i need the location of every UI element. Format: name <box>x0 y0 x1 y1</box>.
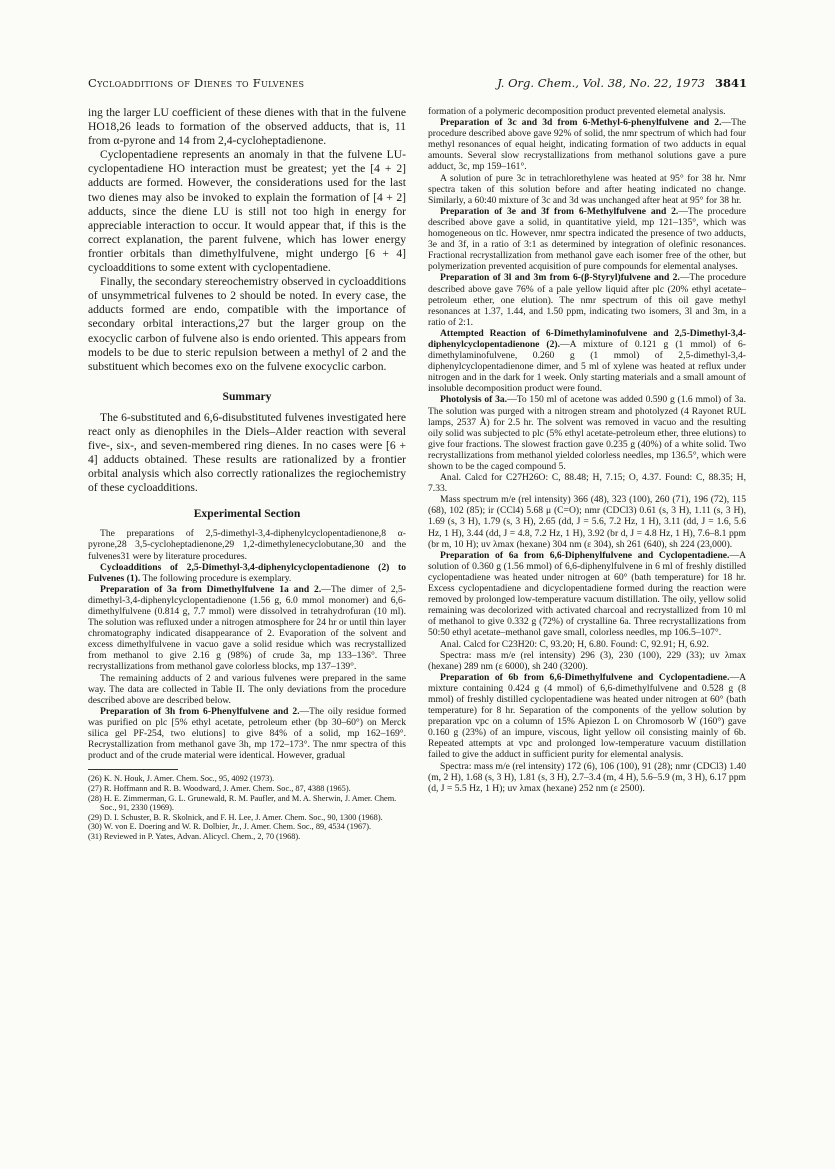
footnote: (28) H. E. Zimmerman, G. L. Grunewald, R. M. Paufler, and M. A. Sherwin, J. Amer. Chem. Soc., 91, 2330 (1969). <box>88 793 397 813</box>
section-heading-summary: Summary <box>222 389 272 403</box>
procedure-title: Preparation of 3a from Dimethylfulvene 1a and 2. <box>100 583 322 595</box>
procedure-paragraph <box>428 328 746 395</box>
section-heading-experimental: Experimental Section <box>193 507 301 521</box>
summary-paragraph: The 6-substituted and 6,6-disubstituted fulvenes investigated here react only as dienophiles in the Diels–Alder reaction with several five-, six-, and seven-membered ring dienes. In no cases were [6 + 4] adducts obtained. These results are rationalized by a frontier orbital analysis which also correctly rationalizes the regiochemistry of these cycloadditions. <box>88 410 406 495</box>
page-number: 3841 <box>714 76 747 90</box>
procedure-title: Preparation of 3h from 6-Phenylfulvene and 2. <box>100 705 300 717</box>
procedure-title: Photolysis of 3a. <box>440 394 508 406</box>
footnote: (30) W. von E. Doering and W. R. Dolbier, Jr., J. Amer. Chem. Soc., 89, 4534 (1967). <box>88 822 372 832</box>
procedure-title: Cycloadditions of 2,5-Dimethyl-3,4-diphenylcyclopentadienone (2) to Fulvenes (1). <box>88 561 406 584</box>
procedure-text: —To 150 ml of acetone was added 0.590 g (1.6 mmol) of 3a. The solution was purged with a nitrogen stream and photolyzed (4 Rayonet RUL lamps, 2537 Å) for 2.5 hr. The solvent was removed in vacuo and the resulting oily solid was subjected to plc (5% ethyl acetate-petroleum ether, three elutions) to give four fractions. The slowest fraction gave 0.235 g (40%) of a white solid. Two recrystallizations from methanol yielded colorless needles, mp 136.5°, which were shown to be the caged compound 5. <box>428 394 746 472</box>
procedure-paragraph <box>428 272 746 327</box>
analysis-paragraph: Anal. Calcd for C23H20: C, 93.20; H, 6.80. Found: C, 92.91; H, 6.92. <box>440 638 709 650</box>
procedure-title: Attempted Reaction of 6-Dimethylaminofulvene and 2,5-Dimethyl-3,4-diphenylcyclopentadienone (2). <box>428 327 746 350</box>
running-title: Cycloadditions of Dienes to Fulvenes <box>88 76 305 90</box>
procedure-paragraph <box>428 672 746 761</box>
journal-citation <box>497 76 747 90</box>
spectra-paragraph: Spectra: mass m/e (rel intensity) 296 (3), 230 (100), 229 (33); uv λmax (hexane) 289 nm (ε 6000), sh 240 (3200). <box>428 649 746 672</box>
procedure-title: Preparation of 3l and 3m from 6-(β-Styryl)fulvene and 2. <box>440 272 680 284</box>
footnote-rule <box>88 769 178 770</box>
procedure-paragraph <box>88 706 406 761</box>
footnotes <box>88 774 406 841</box>
procedure-paragraph <box>428 206 746 273</box>
paragraph: formation of a polymeric decomposition product prevented elemetal analysis. <box>428 106 726 117</box>
procedure-text: —A mixture containing 0.424 g (4 mmol) of 6,6-dimethylfulvene and 0.528 g (8 mmol) of freshly distilled cyclopentadiene was heated under nitrogen at 60° (bath temperature) for 8 hr. Separation of the components of the yellow solution by preparation vpc on a column of 15% Apiezon L on Chromosorb W (160°) gave 0.160 g (23%) of an impure, viscous, light yellow oil consisting mainly of 6b. Repeated attempts at vpc and prolonged low-temperature vacuum distillation failed to give the adduct in sufficient purity for elemental analysis. <box>428 671 746 761</box>
procedure-paragraph <box>428 394 746 472</box>
procedure-text: —The dimer of 2,5-dimethyl-3,4-diphenylcyclopentadienone (1.56 g, 6.0 mmol monomer) and 6,6-dimethylfulvene (0.814 g, 7.7 mmol) were dissolved in tetrahydrofuran (10 ml). The solution was refluxed under a nitrogen atmosphere for 24 hr or until thin layer chromatography indicated disappearance of 2. Evaporation of the solvent and excess dimethylfulvene in vacuo gave a solid residue which was recrystallized from methanol to give 2.16 g (98%) of crude 3a, mp 133–136°. Three recrystallizations from methanol gave colorless blocks, mp 137–139°. <box>88 583 407 673</box>
footnote: (31) Reviewed in P. Yates, Advan. Alicycl. Chem., 2, 70 (1968). <box>88 831 301 841</box>
journal-name: J. Org. Chem., Vol. 38, No. 22, 1973 <box>497 76 705 90</box>
procedure-text: —The procedure described above gave 92% of solid, the nmr spectrum of which had four methyl resonances of equal height, indicating formation of two adducts in equal amounts. Several slow recrystallizations from methanol solutions gave a pure adduct, 3c, mp 159–161°. <box>428 117 746 173</box>
footnote: (29) D. I. Schuster, B. R. Skolnick, and F. H. Lee, J. Amer. Chem. Soc., 90, 1300 (1968). <box>88 812 383 822</box>
spectra-paragraph: Spectra: mass m/e (rel intensity) 172 (6), 106 (100), 91 (28); nmr (CDCl3) 1.40 (m, 2 H), 1.68 (s, 3 H), 1.81 (s, 3 H), 2.7–3.4 (m, 4 H), 5.6–5.9 (m, 3 H), 6.17 ppm (d, J = 5.5 Hz, 1 H); uv λmax (hexane) 252 nm (ε 2500). <box>428 760 746 794</box>
procedure-paragraph <box>428 117 746 172</box>
procedure-text: —A solution of 0.360 g (1.56 mmol) of 6,6-diphenylfulvene in 6 ml of freshly distilled cyclopentadiene was heated under nitrogen at 60° (bath temperature) for 18 hr. Excess cyclopentadiene and dicyclopentadiene formed during the reaction were removed by prolonged low-temperature vacuum distillation. The oily, yellow solid remaining was decolorized with activated charcoal and recrystallized from 10 ml of methanol to give 0.332 g (72%) of crystalline 6a. Three recrystallizations from 50:50 ethyl acetate–methanol gave small, colorless needles, mp 106.5–107°. <box>428 549 746 639</box>
spectra-paragraph: Mass spectrum m/e (rel intensity) 366 (48), 323 (100), 260 (71), 196 (72), 115 (68), 102 (85); ir (CCl4) 5.68 μ (C=O); nmr (CDCl3) 0.61 (s, 3 H), 1.11 (s, 3 H), 1.69 (s, 3 H), 1.79 (s, 3 H), 2.65 (dd, J = 5.6, 7.2 Hz, 1 H), 3.11 (dd, J = 1.6, 5.6 Hz, 1 H), 3.44 (dd, J = 4.8, 7.2 Hz, 1 H), 3.92 (br d, J = 4.8 Hz, 1 H), 7.6–8.1 ppm (br m, 10 H); uv λmax (hexane) 304 nm (ε 304), sh 261 (640), sh 224 (23,000). <box>428 494 746 550</box>
left-column <box>88 106 406 841</box>
paragraph: Cyclopentadiene represents an anomaly in that the fulvene LU-cyclopentadiene HO interaction must be greatest; yet the [4 + 2] adducts are formed. However, the considerations used for the last two dienes may also be invoked to explain the formation of [4 + 2] adducts, since the diene LU is still not too high in energy for appreciable interaction to occur. It would appear that, if this is the correct explanation, the parent fulvene, which has lower energy frontier orbitals than dimethylfulvene, might undergo [6 + 4] cycloadditions to some extent with cyclopentadiene. <box>88 148 406 275</box>
procedure-text: —The oily residue formed was purified on plc [5% ethyl acetate, petroleum ether (bp 30–60°) on Merck silica gel PF-254, two elutions] to give 84% of a solid, mp 162–169°. Recrystallization from methanol gave 3h, mp 172–173°. The nmr spectra of this product and of the crude material were identical. However, gradual <box>88 705 406 762</box>
footnote: (26) K. N. Houk, J. Amer. Chem. Soc., 95, 4092 (1973). <box>88 774 275 784</box>
procedure-title: Preparation of 6a from 6,6-Diphenylfulvene and Cyclopentadiene. <box>440 549 730 561</box>
paragraph: A solution of pure 3c in tetrachlorethylene was heated at 95° for 38 hr. Nmr spectra taken of this solution before and after heating indicated no change. Similarly, a 60:40 mixture of 3c and 3d was unchanged after heat at 95° for 38 hr. <box>428 172 746 206</box>
procedure-text: —The procedure described above gave 76% of a pale yellow liquid after plc (20% ethyl acetate–petroleum ether, one elution). The nmr spectrum of this oil gave methyl resonances at 1.37, 1.44, and 1.50 ppm, indicating two isomers, 3l and 3m, in a ratio of 2:1. <box>428 272 746 328</box>
procedure-title: Preparation of 3e and 3f from 6-Methylfulvene and 2. <box>440 205 679 217</box>
procedure-title: Preparation of 3c and 3d from 6-Methyl-6-phenylfulvene and 2. <box>440 117 722 129</box>
paragraph: Finally, the secondary stereochemistry observed in cycloadditions of unsymmetrical fulvenes to 2 should be noted. In every case, the adducts formed are endo, compatible with the importance of secondary orbital interactions,27 but the larger group on the exocyclic carbon of fulvene also is endo oriented. This appears from models to be due to steric repulsion between a methyl of 2 and the substituent which becomes exo on the fulvene exocyclic carbon. <box>88 275 406 373</box>
paragraph: ing the larger LU coefficient of these dienes with that in the fulvene HO18,26 leads to formation of the observed adducts, that is, 11 from α-pyrone and 14 from 2,4-cycloheptadienone. <box>88 106 406 148</box>
procedure-title: Preparation of 6b from 6,6-Dimethylfulvene and Cyclopentadiene. <box>440 671 730 683</box>
procedure-text: —A mixture of 0.121 g (1 mmol) of 6-dimethylaminofulvene, 0.260 g (1 mmol) of 2,5-dimethyl-3,4-diphenylcyclopentadienone dimer, and 5 ml of xylene was heated at reflux under nitrogen and in the dark for 1 week. Only starting materials and a small amount of insoluble decomposition product were found. <box>428 338 746 395</box>
right-column <box>428 106 746 794</box>
procedure-paragraph <box>428 550 746 639</box>
paragraph: The remaining adducts of 2 and various fulvenes were prepared in the same way. The data are collected in Table II. The only deviations from the procedure described above are described below. <box>88 672 406 706</box>
footnote: (27) R. Hoffmann and R. B. Woodward, J. Amer. Chem. Soc., 87, 4388 (1965). <box>88 783 351 793</box>
paragraph: The preparations of 2,5-dimethyl-3,4-diphenylcyclopentadienone,8 α-pyrone,28 3,5-cycloheptadienone,29 1,2-dimethylenecyclobutane,30 and the fulvenes31 were by literature procedures. <box>88 528 406 562</box>
procedure-text: The following procedure is exemplary. <box>140 572 292 584</box>
analysis-paragraph: Anal. Calcd for C27H26O: C, 88.48; H, 7.15; O, 4.37. Found: C, 88.35; H, 7.33. <box>428 472 746 495</box>
procedure-paragraph <box>88 584 406 673</box>
procedure-paragraph <box>88 562 406 584</box>
running-header <box>88 76 747 92</box>
procedure-text: —The procedure described above gave a solid, in quantitative yield, mp 121–135°, which was homogeneous on tlc. However, nmr spectra indicated the presence of two adducts, 3e and 3f, in a ratio of 3:1 as determined by integration of olefinic resonances. Fractional recrystallization from methanol gave each isomer free of the other, but polymerization prevented acquisition of pure compounds for elemental analyses. <box>428 205 746 273</box>
